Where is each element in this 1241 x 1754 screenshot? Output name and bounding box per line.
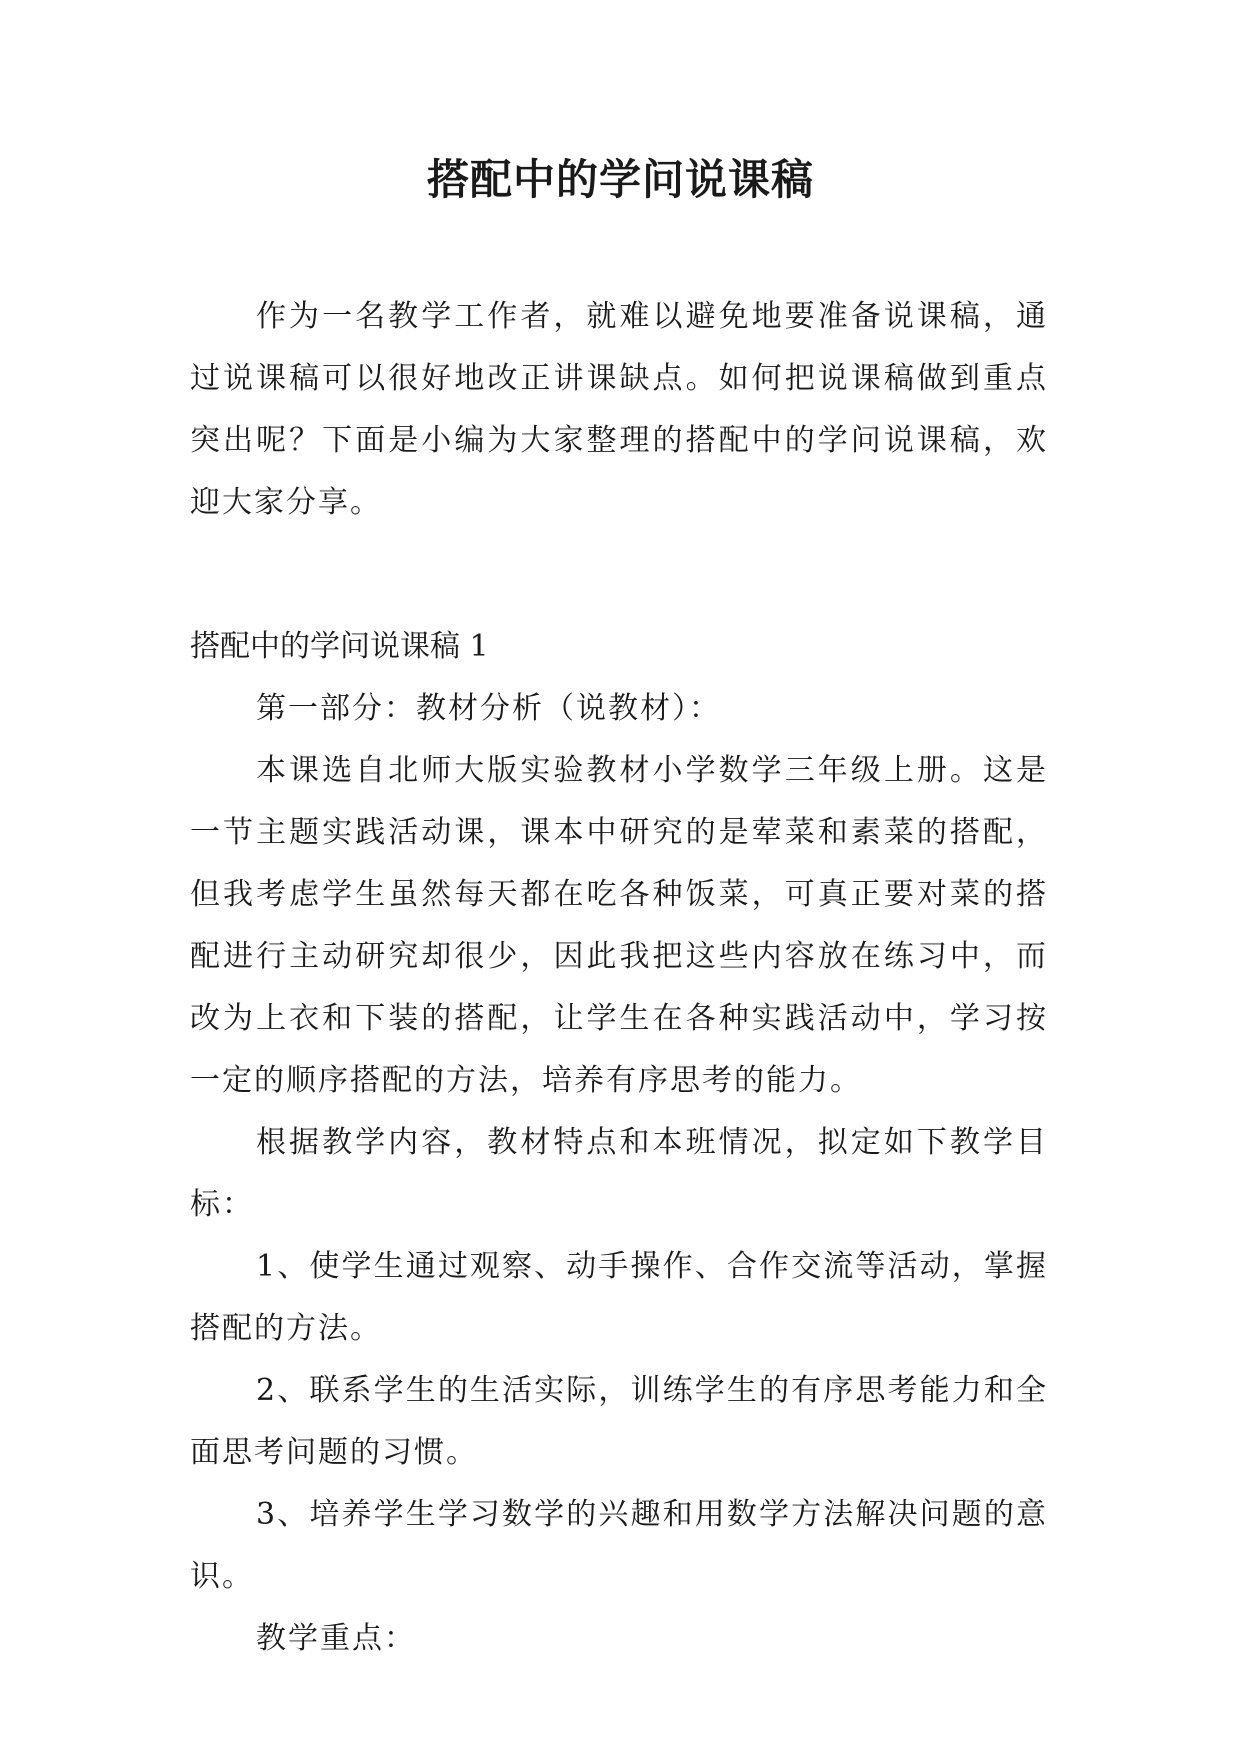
document-body (190, 286, 1048, 1670)
key-points-label: 教学重点： (256, 1621, 416, 1656)
goal-item: 2、联系学生的生活实际，训练学生的有序思考能力和全面思考问题的习惯。 (190, 1373, 1048, 1470)
material-paragraph: 本课选自北师大版实验教材小学数学三年级上册。这是一节主题实践活动课，课本中研究的是荤菜和素菜的搭配，但我考虑学生虽然每天都在吃各种饭菜，可真正要对菜的搭配进行主动研究却很少，因此我把这些内容放在练习中，而改为上衣和下装的搭配，让学生在各种实践活动中，学习按一定的顺序搭配的方法，培养有序思考的能力。 (190, 753, 1048, 1098)
intro-paragraph: 作为一名教学工作者，就难以避免地要准备说课稿，通过说课稿可以很好地改正讲课缺点。如何把说课稿做到重点突出呢？下面是小编为大家整理的搭配中的学问说课稿，欢迎大家分享。 (190, 299, 1048, 520)
document-title: 搭配中的学问说课稿 (426, 155, 814, 204)
goal-item: 1、使学生通过观察、动手操作、合作交流等活动，掌握搭配的方法。 (190, 1249, 1048, 1346)
part-one-heading: 第一部分：教材分析（说教材）： (256, 691, 721, 726)
goals-intro-paragraph: 根据教学内容，教材特点和本班情况，拟定如下教学目标： (190, 1125, 1048, 1222)
section-heading: 搭配中的学问说课稿 1 (190, 629, 489, 664)
goal-item: 3、培养学生学习数学的兴趣和用数学方法解决问题的意识。 (190, 1497, 1048, 1594)
paragraph-spacer (190, 534, 1048, 616)
